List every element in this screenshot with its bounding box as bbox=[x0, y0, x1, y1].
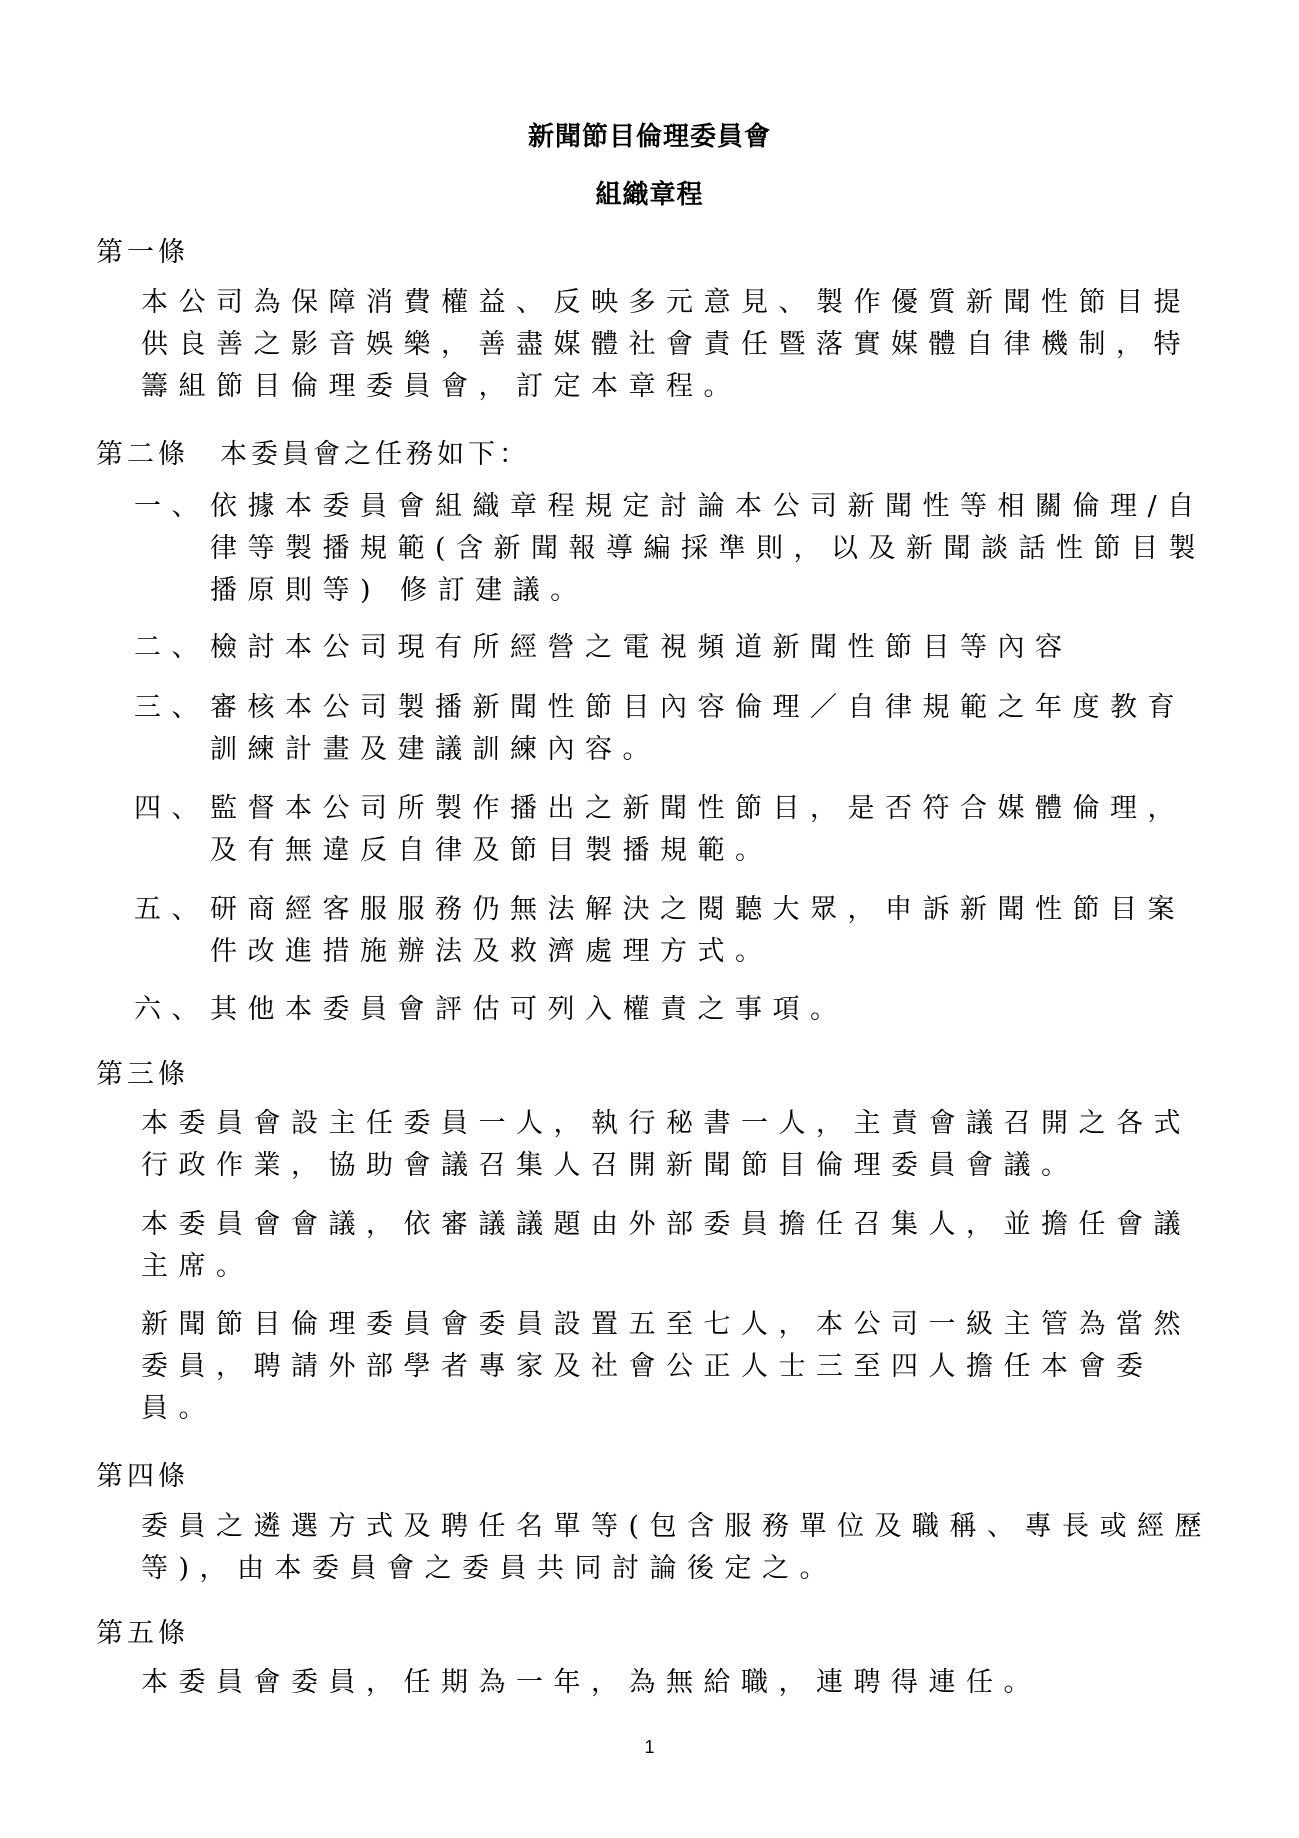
item-number: 一、 bbox=[134, 491, 209, 522]
text-line: 訓練計畫及建議訓練內容。 bbox=[210, 734, 660, 765]
text-line: 件改進措施辦法及救濟處理方式。 bbox=[210, 936, 773, 967]
text-line: 其他本委員會評估可列入權責之事項。 bbox=[210, 994, 848, 1025]
text-line: 員。 bbox=[141, 1393, 216, 1424]
document-title: 新聞節目倫理委員會 bbox=[527, 122, 771, 152]
text-line: 主席。 bbox=[141, 1251, 254, 1282]
article-2-item-3 bbox=[134, 687, 1214, 771]
text-line: 本委員會委員，任期為一年，為無給職，連聘得連任。 bbox=[141, 1667, 1041, 1698]
document-subtitle: 組織章程 bbox=[595, 180, 704, 210]
article-4-heading: 第四條 bbox=[96, 1461, 189, 1492]
item-number: 二、 bbox=[134, 632, 209, 663]
article-5-heading: 第五條 bbox=[96, 1618, 189, 1649]
text-line: 籌組節目倫理委員會，訂定本章程。 bbox=[141, 371, 741, 402]
article-3-paragraph-2 bbox=[141, 1204, 1201, 1288]
text-line: 監督本公司所製作播出之新聞性節目，是否符合媒體倫理， bbox=[210, 793, 1185, 824]
article-4-paragraph bbox=[141, 1506, 1213, 1590]
text-line: 播原則等) 修訂建議。 bbox=[210, 575, 588, 606]
item-number: 六、 bbox=[134, 994, 209, 1025]
page-number: 1 bbox=[644, 1737, 655, 1757]
article-2-item-4 bbox=[134, 788, 1214, 872]
text-line: 供良善之影音娛樂，善盡媒體社會責任暨落實媒體自律機制，特 bbox=[141, 329, 1191, 360]
item-number: 四、 bbox=[134, 793, 209, 824]
article-2-item-5 bbox=[134, 889, 1214, 973]
article-3-paragraph-3 bbox=[141, 1304, 1201, 1430]
item-number: 五、 bbox=[134, 894, 209, 925]
text-line: 本委員會設主任委員一人，執行秘書一人，主責會議召開之各式 bbox=[141, 1108, 1191, 1139]
text-line: 行政作業，協助會議召集人召開新聞節目倫理委員會議。 bbox=[141, 1150, 1079, 1181]
text-line: 研商經客服服務仍無法解決之閱聽大眾，申訴新聞性節目案 bbox=[210, 894, 1185, 925]
text-line: 委員，聘請外部學者專家及社會公正人士三至四人擔任本會委 bbox=[141, 1351, 1154, 1382]
text-line: 本公司為保障消費權益、反映多元意見、製作優質新聞性節目提 bbox=[141, 287, 1191, 318]
text-line: 新聞節目倫理委員會委員設置五至七人，本公司一級主管為當然 bbox=[141, 1309, 1191, 1340]
text-line: 本委員會會議，依審議議題由外部委員擔任召集人，並擔任會議 bbox=[141, 1209, 1191, 1240]
text-line: 及有無違反自律及節目製播規範。 bbox=[210, 835, 773, 866]
text-line: 等)，由本委員會之委員共同討論後定之。 bbox=[141, 1553, 838, 1584]
article-2-heading: 第二條 本委員會之任務如下： bbox=[96, 439, 530, 470]
item-number: 三、 bbox=[134, 692, 209, 723]
article-2-item-6 bbox=[134, 989, 1214, 1031]
article-3-heading: 第三條 bbox=[96, 1059, 189, 1090]
article-1-heading: 第一條 bbox=[96, 237, 189, 268]
text-line: 依據本委員會組織章程規定討論本公司新聞性等相關倫理/自 bbox=[210, 491, 1205, 522]
text-line: 委員之遴選方式及聘任名單等(包含服務單位及職稱、專長或經歷 bbox=[141, 1511, 1213, 1542]
article-3-paragraph-1 bbox=[141, 1103, 1201, 1187]
text-line: 審核本公司製播新聞性節目內容倫理／自律規範之年度教育 bbox=[210, 692, 1185, 723]
article-1-paragraph bbox=[141, 282, 1201, 408]
article-5-paragraph bbox=[141, 1662, 1201, 1704]
article-2-item-1 bbox=[134, 486, 1214, 612]
article-2-item-2 bbox=[134, 627, 1214, 669]
text-line: 檢討本公司現有所經營之電視頻道新聞性節目等內容 bbox=[210, 632, 1073, 663]
text-line: 律等製播規範(含新聞報導編採準則，以及新聞談話性節目製 bbox=[210, 533, 1207, 564]
